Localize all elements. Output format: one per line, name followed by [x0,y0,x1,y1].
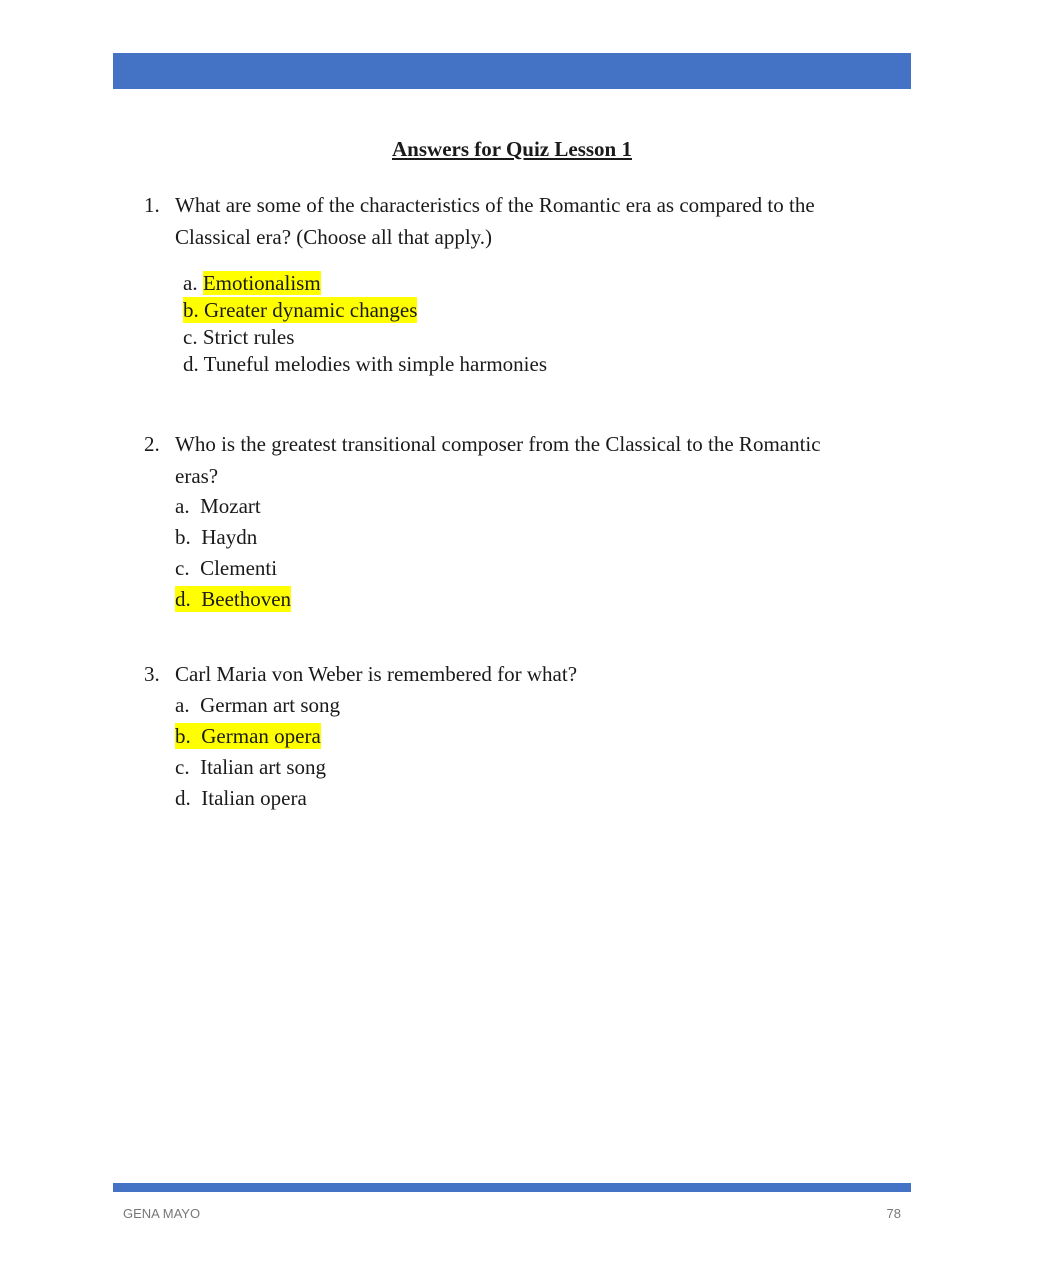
option-letter: d. [175,786,191,810]
option-letter: a. [175,693,190,717]
option-text: Emotionalism [202,271,321,295]
page-number: 78 [886,1206,901,1221]
option-text: German art song [200,693,341,717]
option-c [183,324,294,350]
question-text: eras? [175,464,219,488]
option-letter: b. [175,525,191,549]
option-text: Beethoven [201,587,292,611]
question-number: 3. [144,662,160,686]
option-letter: d. [175,587,191,611]
option-letter: a. [175,494,190,518]
header-bar [113,53,911,89]
option-d [175,785,307,811]
option-c [175,555,277,581]
question-text: What are some of the characteristics of the Romantic era as compared to the [175,193,815,217]
option-letter: b. [183,298,199,322]
option-a [175,493,261,519]
option-letter: c. [183,325,198,349]
option-b [175,524,257,550]
option-text: Italian art song [200,755,327,779]
option-letter: d. [183,352,199,376]
option-text: Haydn [201,525,258,549]
option-a [183,270,321,296]
option-text: Tuneful melodies with simple harmonies [203,352,547,376]
question-text: Who is the greatest transitional composer from the Classical to the Romantic [175,432,821,456]
option-text: Italian opera [201,786,307,810]
option-d [175,586,291,612]
question-text: Classical era? (Choose all that apply.) [175,225,493,249]
footer-author: GENA MAYO [123,1206,201,1221]
option-d [183,351,547,377]
option-b [183,297,417,323]
page-title: Answers for Quiz Lesson 1 [392,137,632,161]
option-c [175,754,326,780]
option-letter: c. [175,755,190,779]
option-text: Mozart [200,494,261,518]
option-text: Strict rules [202,325,295,349]
question-number: 1. [144,193,160,217]
option-b [175,723,321,749]
option-a [175,692,340,718]
option-letter: a. [183,271,198,295]
question-number: 2. [144,432,160,456]
option-text: German opera [201,724,321,748]
option-letter: b. [175,724,191,748]
footer-bar [113,1183,911,1192]
option-text: Greater dynamic changes [204,298,418,322]
option-letter: c. [175,556,190,580]
option-text: Clementi [200,556,278,580]
question-text: Carl Maria von Weber is remembered for what? [175,662,578,686]
